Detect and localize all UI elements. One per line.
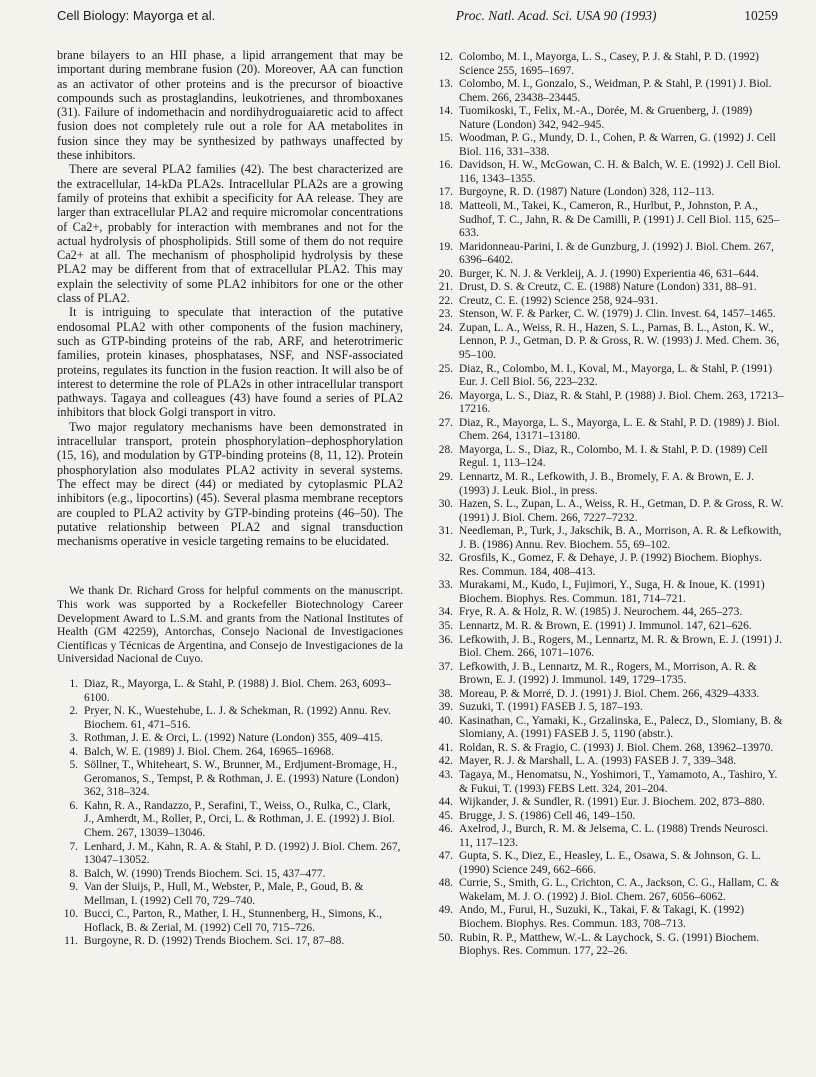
reference-item	[57, 705, 403, 732]
reference-item	[57, 678, 403, 705]
reference-number: 29.	[438, 470, 453, 483]
reference-number: 45.	[438, 809, 453, 822]
reference-text: Ando, M., Furui, H., Suzuki, K., Takai, F. & Takagi, K. (1992) Biochem. Biophys. Res. Commun. 183, 708–713.	[459, 904, 744, 930]
reference-text: Creutz, C. E. (1992) Science 258, 924–931.	[459, 294, 658, 307]
reference-text: Diaz, R., Mayorga, L. & Stahl, P. (1988) J. Biol. Chem. 263, 6093–6100.	[84, 677, 392, 704]
reference-number: 14.	[438, 105, 453, 118]
body-paragraph: It is intriguing to speculate that interaction of the putative endosomal PLA2 with other components of the fusion machinery, such as GTP-binding proteins of the rab, ARF, and heterotrimeric families, protein kinases, phosphatases, NSF, and NSF-associated proteins, regulates its function in the fusion reaction. It will also be of interest to determine the role of PLA2s in other intracellular transport pathways. Tagaya and colleagues (43) have found a series of PLA2 inhibitors that block Golgi transport in vitro.	[57, 305, 403, 420]
reference-number: 31.	[438, 525, 453, 538]
reference-text: Needleman, P., Turk, J., Jakschik, B. A., Morrison, A. R. & Lefkowith, J. B. (1986) Annu. Rev. Biochem. 55, 69–102.	[459, 525, 782, 551]
body-paragraph: There are several PLA2 families (42). The best characterized are the extracellular, 14-kDa PLA2s. Intracellular PLA2s are a growing family of proteins that exhibit a specificity for AA release. They are larger than extracellular PLA2 and require micromolar concentrations of Ca2+, probably for interaction with membranes and not for the actual hydrolysis of phospholipids. Still some of them do not require Ca2+ at all. The mechanism of phospholipid hydrolysis by these PLA2 may be different from that of extracellular PLA2. This may explain the selectivity of some PLA2 inhibitors for one or the other class of PLA2.	[57, 162, 403, 306]
reference-list-left	[57, 678, 403, 949]
reference-number: 28.	[438, 443, 453, 456]
reference-text: Axelrod, J., Burch, R. M. & Jelsema, C. L. (1988) Trends Neurosci. 11, 117–123.	[459, 823, 769, 849]
reference-item	[432, 810, 784, 824]
reference-text: Mayer, R. J. & Marshall, L. A. (1993) FASEB J. 7, 339–348.	[459, 755, 737, 768]
reference-text: Lefkowith, J. B., Lennartz, M. R., Rogers, M., Morrison, A. R. & Brown, E. J. (1992) J. Immunol. 149, 1729–1735.	[459, 660, 757, 687]
reference-item	[432, 552, 784, 579]
reference-text: Kasinathan, C., Yamaki, K., Grzalinska, E., Palecz, D., Slomiany, B. & Slomiany, A. (1991) FASEB J. 5, 1190 (abstr.).	[459, 714, 783, 741]
reference-number: 7.	[69, 840, 78, 853]
reference-number: 33.	[438, 579, 453, 592]
reference-item	[432, 363, 784, 390]
reference-text: Colombo, M. I., Mayorga, L. S., Casey, P. J. & Stahl, P. D. (1992) Science 255, 1695–1697.	[459, 51, 759, 77]
reference-text: Matteoli, M., Takei, K., Cameron, R., Hurlbut, P., Johnston, P. A., Sudhof, T. C., Jahn, R. & De Camilli, P. (1991) J. Cell Biol. 115, 625–633.	[459, 200, 780, 240]
reference-list-right	[432, 51, 784, 959]
reference-item	[432, 390, 784, 417]
reference-text: Burger, K. N. J. & Verkleij, A. J. (1990) Experientia 46, 631–644.	[459, 267, 759, 280]
reference-number: 6.	[69, 799, 78, 812]
reference-text: Diaz, R., Mayorga, L. S., Mayorga, L. E. & Stahl, P. D. (1989) J. Biol. Chem. 264, 13171–13180.	[459, 416, 780, 443]
page-number: 10259	[744, 8, 778, 23]
reference-number: 1.	[69, 677, 78, 690]
reference-number: 30.	[438, 498, 453, 511]
reference-number: 4.	[69, 745, 78, 758]
reference-number: 23.	[438, 308, 453, 321]
reference-item	[432, 579, 784, 606]
reference-item	[432, 606, 784, 620]
reference-item	[432, 200, 784, 241]
reference-item	[432, 742, 784, 756]
running-header-right	[456, 8, 778, 24]
reference-item	[432, 620, 784, 634]
reference-item	[432, 444, 784, 471]
reference-number: 20.	[438, 267, 453, 280]
reference-number: 8.	[69, 867, 78, 880]
reference-item	[432, 634, 784, 661]
reference-text: Pryer, N. K., Wuestehube, L. J. & Schekman, R. (1992) Annu. Rev. Biochem. 61, 471–516.	[84, 705, 391, 731]
acknowledgment: We thank Dr. Richard Gross for helpful comments on the manuscript. This work was supported by a Rockefeller Biotechnology Career Development Award to L.S.M. and grants from the National Institutes of Health (GM 42259), Antorchas, Consejo Nacional de Investigaciones Científicas y Técnicas de Argentina, and Consejo de Investigaciones de la Universidad Nacional de Cuyo.	[57, 584, 403, 666]
reference-text: Tagaya, M., Henomatsu, N., Yoshimori, T., Yamamoto, A., Tashiro, Y. & Fukui, T. (1993) FEBS Lett. 324, 201–204.	[459, 768, 778, 795]
reference-text: Colombo, M. I., Gonzalo, S., Weidman, P. & Stahl, P. (1991) J. Biol. Chem. 266, 23438–23445.	[459, 78, 772, 104]
reference-text: Murakami, M., Kudo, I., Fujimori, Y., Suga, H. & Inoue, K. (1991) Biochem. Biophys. Res. Commun. 181, 714–721.	[459, 579, 765, 605]
reference-item	[432, 796, 784, 810]
reference-item	[432, 904, 784, 931]
reference-item	[432, 295, 784, 309]
reference-number: 16.	[438, 159, 453, 172]
reference-number: 36.	[438, 633, 453, 646]
reference-text: Van der Sluijs, P., Hull, M., Webster, P., Male, P., Goud, B. & Mellman, I. (1992) Cell 70, 729–740.	[84, 881, 364, 907]
reference-number: 13.	[438, 78, 453, 91]
reference-number: 12.	[438, 51, 453, 63]
reference-number: 5.	[69, 759, 78, 772]
reference-text: Bucci, C., Parton, R., Mather, I. H., Stunnenberg, H., Simons, K., Hoflack, B. & Zerial, M. (1992) Cell 70, 715–726.	[84, 908, 383, 934]
reference-number: 38.	[438, 687, 453, 700]
reference-number: 10.	[63, 908, 78, 921]
reference-number: 27.	[438, 416, 453, 429]
reference-item	[432, 688, 784, 702]
reference-item	[432, 932, 784, 959]
reference-number: 41.	[438, 741, 453, 754]
reference-text: Lefkowith, J. B., Rogers, M., Lennartz, M. R. & Brown, E. J. (1991) J. Biol. Chem. 266, 1071–1076.	[459, 633, 783, 660]
reference-item	[432, 132, 784, 159]
reference-item	[432, 241, 784, 268]
reference-number: 24.	[438, 321, 453, 334]
reference-item	[57, 746, 403, 760]
reference-number: 46.	[438, 823, 453, 836]
reference-number: 35.	[438, 619, 453, 632]
reference-item	[432, 701, 784, 715]
reference-text: Burgoyne, R. D. (1992) Trends Biochem. Sci. 17, 87–88.	[84, 935, 345, 948]
reference-text: Maridonneau-Parini, I. & de Gunzburg, J. (1992) J. Biol. Chem. 267, 6396–6402.	[459, 240, 774, 267]
reference-item	[432, 471, 784, 498]
reference-item	[432, 850, 784, 877]
reference-item	[432, 498, 784, 525]
reference-text: Frye, R. A. & Holz, R. W. (1985) J. Neurochem. 44, 265–273.	[459, 606, 743, 619]
reference-number: 39.	[438, 701, 453, 714]
reference-text: Hazen, S. L., Zupan, L. A., Weiss, R. H., Getman, D. P. & Gross, R. W. (1991) J. Biol. Chem. 266, 7227–7232.	[459, 498, 784, 524]
reference-text: Rubin, R. P., Matthew, W.-L. & Laychock, S. G. (1991) Biochem. Biophys. Res. Commun. 177, 22–26.	[459, 931, 760, 958]
reference-text: Brugge, J. S. (1986) Cell 46, 149–150.	[459, 809, 636, 822]
reference-text: Tuomikoski, T., Felix, M.-A., Dorée, M. & Gruenberg, J. (1989) Nature (London) 342, 942–945.	[459, 105, 753, 131]
reference-item	[57, 908, 403, 935]
reference-item	[432, 105, 784, 132]
reference-number: 19.	[438, 240, 453, 253]
reference-item	[432, 78, 784, 105]
reference-item	[57, 800, 403, 841]
reference-number: 17.	[438, 186, 453, 199]
left-column	[57, 48, 403, 949]
reference-text: Roldan, R. S. & Fragio, C. (1993) J. Biol. Chem. 268, 13962–13970.	[459, 741, 774, 754]
right-column	[432, 51, 784, 959]
reference-item	[432, 715, 784, 742]
running-header-left: Cell Biology: Mayorga et al.	[57, 8, 216, 23]
reference-item	[57, 868, 403, 882]
reference-item	[432, 823, 784, 850]
reference-text: Woodman, P. G., Mundy, D. I., Cohen, P. & Warren, G. (1992) J. Cell Biol. 116, 331–338.	[459, 132, 776, 158]
reference-text: Diaz, R., Colombo, M. I., Koval, M., Mayorga, L. & Stahl, P. (1991) Eur. J. Cell Biol. 56, 223–232.	[459, 362, 773, 389]
reference-text: Currie, S., Smith, G. L., Crichton, C. A., Jackson, C. G., Hallam, C. & Wakelam, M. J. O. (1992) J. Biol. Chem. 267, 6056–6062.	[459, 877, 780, 903]
reference-text: Suzuki, T. (1991) FASEB J. 5, 187–193.	[459, 701, 643, 714]
reference-number: 11.	[64, 935, 78, 948]
journal-citation: Proc. Natl. Acad. Sci. USA 90 (1993)	[455, 8, 657, 23]
reference-number: 37.	[438, 660, 453, 673]
reference-number: 48.	[438, 877, 453, 890]
reference-text: Mayorga, L. S., Diaz, R., Colombo, M. I. & Stahl, P. D. (1989) Cell Regul. 1, 113–124.	[459, 443, 768, 470]
reference-number: 50.	[438, 931, 453, 944]
reference-number: 34.	[438, 606, 453, 619]
reference-item	[432, 769, 784, 796]
body-paragraph: brane bilayers to an HII phase, a lipid arrangement that may be important during membrane fusion (20). Moreover, AA can function as an activator of other proteins and is the precursor of bioactive compounds such as prostaglandins, leukotrienes, and thromboxanes (31). Failure of indomethacin and nordihydroguaiaretic acid to affect fusion does not completely rule out a role for AA metabolites in fusion since they may be synthesized by pathways unaffected by these inhibitors.	[57, 48, 403, 163]
reference-item	[432, 186, 784, 200]
body-paragraph: Two major regulatory mechanisms have been demonstrated in intracellular transport, protein phosphorylation–dephosphorylation (15, 16), and modulation by GTP-binding proteins (8, 11, 12). Protein phosphorylation also modulates PLA2 activity in several systems. The effect may be direct (44) or mediated by cytoplasmic PLA2 inhibitors (e.g., lipocortins) (45). Several plasma membrane receptors are coupled to PLA2 activity by GTP-binding proteins (46–50). The putative relationship between PLA2 and signal transduction mechanisms operative in vesicle targeting remains to be elucidated.	[57, 419, 403, 549]
reference-text: Lenhard, J. M., Kahn, R. A. & Stahl, P. D. (1992) J. Biol. Chem. 267, 13047–13052.	[84, 840, 401, 867]
reference-item	[432, 417, 784, 444]
reference-item	[432, 661, 784, 688]
reference-text: Söllner, T., Whiteheart, S. W., Brunner, M., Erdjument-Bromage, H., Geromanos, S., Tempst, P. & Rothman, J. E. (1993) Nature (London) 362, 318–324.	[84, 759, 399, 799]
reference-number: 43.	[438, 768, 453, 781]
reference-item	[432, 281, 784, 295]
reference-text: Balch, W. E. (1989) J. Biol. Chem. 264, 16965–16968.	[84, 745, 334, 758]
reference-text: Davidson, H. W., McGowan, C. H. & Balch, W. E. (1992) J. Cell Biol. 116, 1343–1355.	[459, 159, 781, 185]
reference-text: Balch, W. (1990) Trends Biochem. Sci. 15, 437–477.	[84, 867, 326, 880]
reference-number: 49.	[438, 904, 453, 917]
reference-number: 21.	[438, 281, 453, 294]
reference-text: Lennartz, M. R., Lefkowith, J. B., Bromely, F. A. & Brown, E. J. (1993) J. Leuk. Biol., in press.	[459, 470, 755, 497]
reference-item	[432, 755, 784, 769]
reference-number: 15.	[438, 132, 453, 145]
reference-text: Mayorga, L. S., Diaz, R. & Stahl, P. (1988) J. Biol. Chem. 263, 17213–17216.	[459, 389, 784, 416]
reference-item	[57, 881, 403, 908]
reference-item	[432, 322, 784, 363]
reference-item	[57, 759, 403, 800]
reference-number: 2.	[69, 705, 78, 718]
reference-item	[57, 732, 403, 746]
reference-text: Burgoyne, R. D. (1987) Nature (London) 328, 112–113.	[459, 186, 715, 199]
reference-item	[432, 308, 784, 322]
reference-number: 9.	[69, 881, 78, 894]
reference-item	[432, 159, 784, 186]
reference-number: 40.	[438, 714, 453, 727]
reference-number: 25.	[438, 362, 453, 375]
reference-text: Kahn, R. A., Randazzo, P., Serafini, T., Weiss, O., Rulka, C., Clark, J., Amherdt, M., Roller, P., Orci, L. & Rothman, J. E. (1992) J. Biol. Chem. 267, 13039–13046.	[84, 799, 395, 839]
reference-text: Wijkander, J. & Sundler, R. (1991) Eur. J. Biochem. 202, 873–880.	[459, 796, 765, 809]
reference-text: Drust, D. S. & Creutz, C. E. (1988) Nature (London) 331, 88–91.	[459, 281, 757, 294]
reference-item	[432, 525, 784, 552]
reference-text: Gupta, S. K., Diez, E., Heasley, L. E., Osawa, S. & Johnson, G. L. (1990) Science 249, 662–666.	[459, 850, 762, 876]
reference-item	[57, 935, 403, 949]
reference-number: 26.	[438, 389, 453, 402]
reference-text: Stenson, W. F. & Parker, C. W. (1979) J. Clin. Invest. 64, 1457–1465.	[459, 308, 776, 321]
reference-number: 47.	[438, 850, 453, 863]
reference-number: 22.	[438, 294, 453, 307]
reference-item	[432, 268, 784, 282]
reference-text: Zupan, L. A., Weiss, R. H., Hazen, S. L., Parnas, B. L., Aston, K. W., Lennon, P. J., Getman, D. P. & Gross, R. W. (1993) J. Med. Chem. 36, 95–100.	[459, 321, 780, 362]
reference-number: 3.	[69, 732, 78, 745]
reference-text: Rothman, J. E. & Orci, L. (1992) Nature (London) 355, 409–415.	[84, 732, 383, 745]
reference-item	[432, 877, 784, 904]
reference-item	[432, 51, 784, 78]
reference-text: Grosfils, K., Gomez, F. & Dehaye, J. P. (1992) Biochem. Biophys. Res. Commun. 184, 408–413.	[459, 552, 762, 578]
reference-text: Moreau, P. & Morré, D. J. (1991) J. Biol. Chem. 266, 4329–4333.	[459, 687, 760, 700]
reference-number: 32.	[438, 552, 453, 565]
reference-number: 18.	[438, 200, 453, 213]
reference-item	[57, 841, 403, 868]
reference-number: 44.	[438, 796, 453, 809]
reference-number: 42.	[438, 755, 453, 768]
reference-text: Lennartz, M. R. & Brown, E. (1991) J. Immunol. 147, 621–626.	[459, 619, 752, 632]
